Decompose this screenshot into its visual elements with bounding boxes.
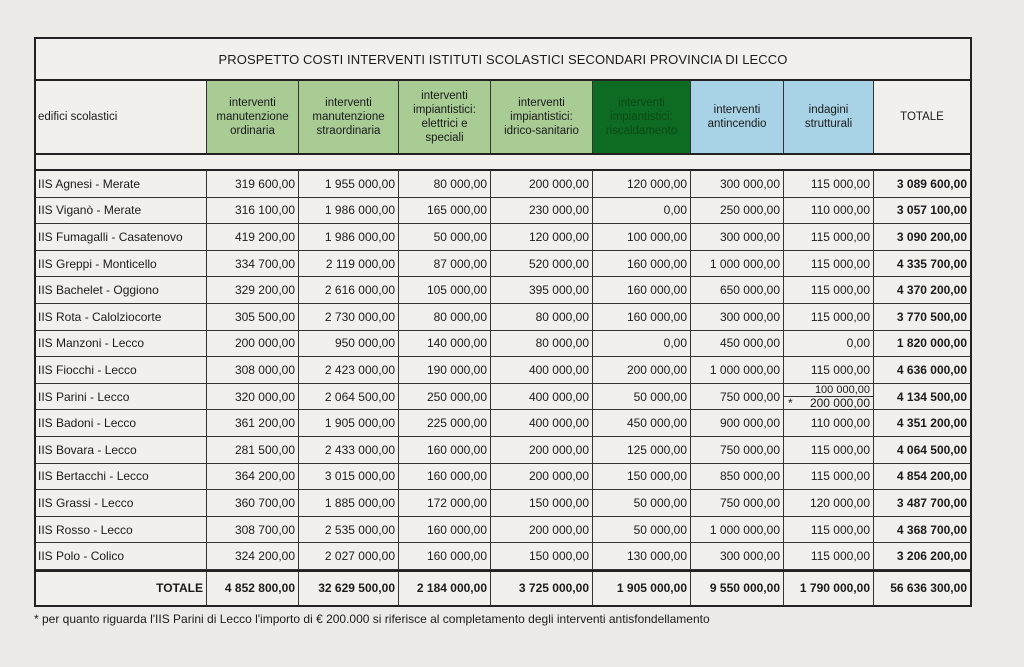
cost-cell: 225 000,00 [399,410,491,436]
cost-cell: 360 700,00 [207,490,299,516]
row-total: 3 206 200,00 [896,549,967,564]
cost-cell: 200 000,00 [491,437,593,463]
cost-cell: 2 616 000,00 [299,277,399,303]
footnote: * per quanto riguarda l'IIS Parini di Lecco l'importo di € 200.000 si riferisce al completamento degli interventi antisfondellamento [34,612,710,626]
table-row [36,543,970,570]
totals-row [36,570,970,605]
row-total: 1 820 000,00 [896,336,967,351]
header-fire-prevention: interventi antincendio [691,81,784,153]
table-row [36,464,970,491]
table-row [36,171,970,198]
building-name: IIS Rota - Calolziocorte [36,304,207,330]
building-name: IIS Rosso - Lecco [36,517,207,543]
cost-cell: 50 000,00 [593,517,691,543]
cost-cell: 80 000,00 [399,171,491,197]
cost-cell: 308 000,00 [207,357,299,383]
cost-cell: 950 000,00 [299,331,399,357]
table-row [36,437,970,464]
cost-cell: 1 000 000,00 [691,357,784,383]
spacer-row [36,155,970,171]
row-total: 4 335 700,00 [896,256,967,271]
cost-cell: 850 000,00 [691,464,784,490]
cost-cell: 115 000,00 [784,543,874,569]
cost-cell: 364 200,00 [207,464,299,490]
cost-cell [784,384,874,410]
table-body [36,171,970,570]
total-cell: 2 184 000,00 [399,572,491,605]
cost-cell: 520 000,00 [491,251,593,277]
cost-cell: 150 000,00 [491,490,593,516]
cost-cell: 281 500,00 [207,437,299,463]
cost-cell: 450 000,00 [691,331,784,357]
cost-cell: 2 433 000,00 [299,437,399,463]
building-name: IIS Fumagalli - Casatenovo [36,224,207,250]
row-total: 4 368 700,00 [896,522,967,537]
cost-cell: 2 064 500,00 [299,384,399,410]
table-row [36,198,970,225]
building-name: IIS Parini - Lecco [36,384,207,410]
cost-cell: 361 200,00 [207,410,299,436]
cost-cell: 1 955 000,00 [299,171,399,197]
cost-cell: 140 000,00 [399,331,491,357]
cost-cell: 165 000,00 [399,198,491,224]
table-row [36,304,970,331]
total-cell: 1 905 000,00 [593,572,691,605]
cost-cell: 2 027 000,00 [299,543,399,569]
cost-cell: 80 000,00 [399,304,491,330]
totals-label: TOTALE [36,572,207,605]
header-electrical: interventi impiantistici: elettrici e speciali [399,81,491,153]
cost-cell: 3 015 000,00 [299,464,399,490]
cost-cell: 319 600,00 [207,171,299,197]
cost-cell: 400 000,00 [491,384,593,410]
cost-cell: 300 000,00 [691,304,784,330]
cost-cell: 160 000,00 [593,304,691,330]
cost-cell: 115 000,00 [784,251,874,277]
cost-cell: 200 000,00 [491,464,593,490]
building-name: IIS Fiocchi - Lecco [36,357,207,383]
cost-cell: 1 986 000,00 [299,198,399,224]
row-total: 3 057 100,00 [896,203,967,218]
cost-cell: 334 700,00 [207,251,299,277]
cost-cell: 160 000,00 [399,464,491,490]
table-row [36,331,970,358]
cost-cell: 125 000,00 [593,437,691,463]
header-structural: indagini strutturali [784,81,874,153]
header-heating: interventi impiantistici: riscaldamento [593,81,691,153]
cost-cell: 120 000,00 [593,171,691,197]
cost-cell: 395 000,00 [491,277,593,303]
cost-cell: 900 000,00 [691,410,784,436]
cost-cell: 160 000,00 [593,251,691,277]
row-total: 4 636 000,00 [896,362,967,377]
cost-table [34,37,972,607]
building-name: IIS Polo - Colico [36,543,207,569]
cost-cell: 450 000,00 [593,410,691,436]
cost-cell: 87 000,00 [399,251,491,277]
cost-cell: 650 000,00 [691,277,784,303]
cost-cell: 150 000,00 [491,543,593,569]
total-cell: 32 629 500,00 [299,572,399,605]
cost-cell: 115 000,00 [784,171,874,197]
header-extraordinary-maintenance: interventi manutenzione straordinaria [299,81,399,153]
cost-cell: 300 000,00 [691,171,784,197]
cost-cell: 120 000,00 [784,490,874,516]
cost-cell: 160 000,00 [593,277,691,303]
table-row [36,410,970,437]
cost-cell: 115 000,00 [784,224,874,250]
row-total: 4 134 500,00 [896,389,967,404]
cost-cell: 400 000,00 [491,357,593,383]
cost-cell: 250 000,00 [691,198,784,224]
cost-cell: 105 000,00 [399,277,491,303]
cost-cell: 115 000,00 [784,357,874,383]
cost-cell: 750 000,00 [691,384,784,410]
header-plumbing: interventi impiantistici: idrico-sanitario [491,81,593,153]
cost-cell: 308 700,00 [207,517,299,543]
cost-cell: 1 986 000,00 [299,224,399,250]
cost-cell: 130 000,00 [593,543,691,569]
cost-cell: 110 000,00 [784,198,874,224]
cost-cell: 190 000,00 [399,357,491,383]
total-cell: 9 550 000,00 [691,572,784,605]
cost-cell: 80 000,00 [491,304,593,330]
cost-cell: 200 000,00 [207,331,299,357]
cost-cell: 230 000,00 [491,198,593,224]
cost-cell: 250 000,00 [399,384,491,410]
cost-cell: 1 905 000,00 [299,410,399,436]
footnote-marker: * [788,396,793,411]
cost-cell: 0,00 [593,331,691,357]
cost-cell: 1 885 000,00 [299,490,399,516]
cost-cell: 160 000,00 [399,437,491,463]
cost-cell: 50 000,00 [593,384,691,410]
cost-cell: 150 000,00 [593,464,691,490]
table-row [36,251,970,278]
header-row [36,81,970,155]
total-cell: 3 725 000,00 [491,572,593,605]
cost-cell: 0,00 [784,331,874,357]
cost-cell: 750 000,00 [691,490,784,516]
row-total: 4 351 200,00 [896,416,967,431]
row-total: 3 770 500,00 [896,309,967,324]
cost-cell: 2 730 000,00 [299,304,399,330]
cost-cell: 329 200,00 [207,277,299,303]
cost-cell: 0,00 [593,198,691,224]
building-name: IIS Bachelet - Oggiono [36,277,207,303]
cost-cell: 50 000,00 [593,490,691,516]
cost-cell: 100 000,00 [593,224,691,250]
cost-cell: 200 000,00 [491,171,593,197]
cost-cell: 160 000,00 [399,543,491,569]
cost-cell: 750 000,00 [691,437,784,463]
building-name: IIS Viganò - Merate [36,198,207,224]
table-title: PROSPETTO COSTI INTERVENTI ISTITUTI SCOLASTICI SECONDARI PROVINCIA DI LECCO [36,39,970,81]
cost-cell: 120 000,00 [491,224,593,250]
table-row [36,277,970,304]
header-ordinary-maintenance: interventi manutenzione ordinaria [207,81,299,153]
table-row [36,357,970,384]
row-total: 3 089 600,00 [896,176,967,191]
building-name: IIS Grassi - Lecco [36,490,207,516]
cost-cell: 2 119 000,00 [299,251,399,277]
grand-total: 56 636 300,00 [890,581,967,596]
cost-cell: 324 200,00 [207,543,299,569]
total-cell: 4 852 800,00 [207,572,299,605]
cost-cell: 300 000,00 [691,224,784,250]
row-total: 4 370 200,00 [896,283,967,298]
building-name: IIS Bertacchi - Lecco [36,464,207,490]
structural-value-top: 100 000,00 [784,384,873,397]
row-total: 3 487 700,00 [896,495,967,510]
total-cell: 1 790 000,00 [784,572,874,605]
cost-cell: 320 000,00 [207,384,299,410]
cost-cell: 160 000,00 [399,517,491,543]
structural-value-bottom [784,397,873,409]
building-name: IIS Manzoni - Lecco [36,331,207,357]
cost-cell: 200 000,00 [593,357,691,383]
cost-cell: 2 423 000,00 [299,357,399,383]
row-total: 3 090 200,00 [896,229,967,244]
structural-extra-value: 200 000,00 [809,396,870,411]
building-name: IIS Agnesi - Merate [36,171,207,197]
cost-cell: 400 000,00 [491,410,593,436]
cost-cell: 115 000,00 [784,304,874,330]
cost-cell: 115 000,00 [784,277,874,303]
cost-cell: 316 100,00 [207,198,299,224]
table-row [36,517,970,544]
building-name: IIS Bovara - Lecco [36,437,207,463]
cost-cell: 172 000,00 [399,490,491,516]
cost-cell: 1 000 000,00 [691,251,784,277]
building-name: IIS Greppi - Monticello [36,251,207,277]
table-row [36,384,970,411]
cost-cell: 419 200,00 [207,224,299,250]
header-buildings: edifici scolastici [36,81,207,153]
table-row [36,490,970,517]
building-name: IIS Badoni - Lecco [36,410,207,436]
cost-cell: 2 535 000,00 [299,517,399,543]
cost-cell: 305 500,00 [207,304,299,330]
cost-cell: 115 000,00 [784,464,874,490]
table-row [36,224,970,251]
cost-cell: 200 000,00 [491,517,593,543]
cost-cell: 1 000 000,00 [691,517,784,543]
cost-cell: 300 000,00 [691,543,784,569]
cost-cell: 110 000,00 [784,410,874,436]
row-total: 4 854 200,00 [896,469,967,484]
cost-cell: 50 000,00 [399,224,491,250]
row-total: 4 064 500,00 [896,442,967,457]
cost-cell: 115 000,00 [784,517,874,543]
header-total: TOTALE [900,111,944,123]
cost-cell: 115 000,00 [784,437,874,463]
cost-cell: 80 000,00 [491,331,593,357]
